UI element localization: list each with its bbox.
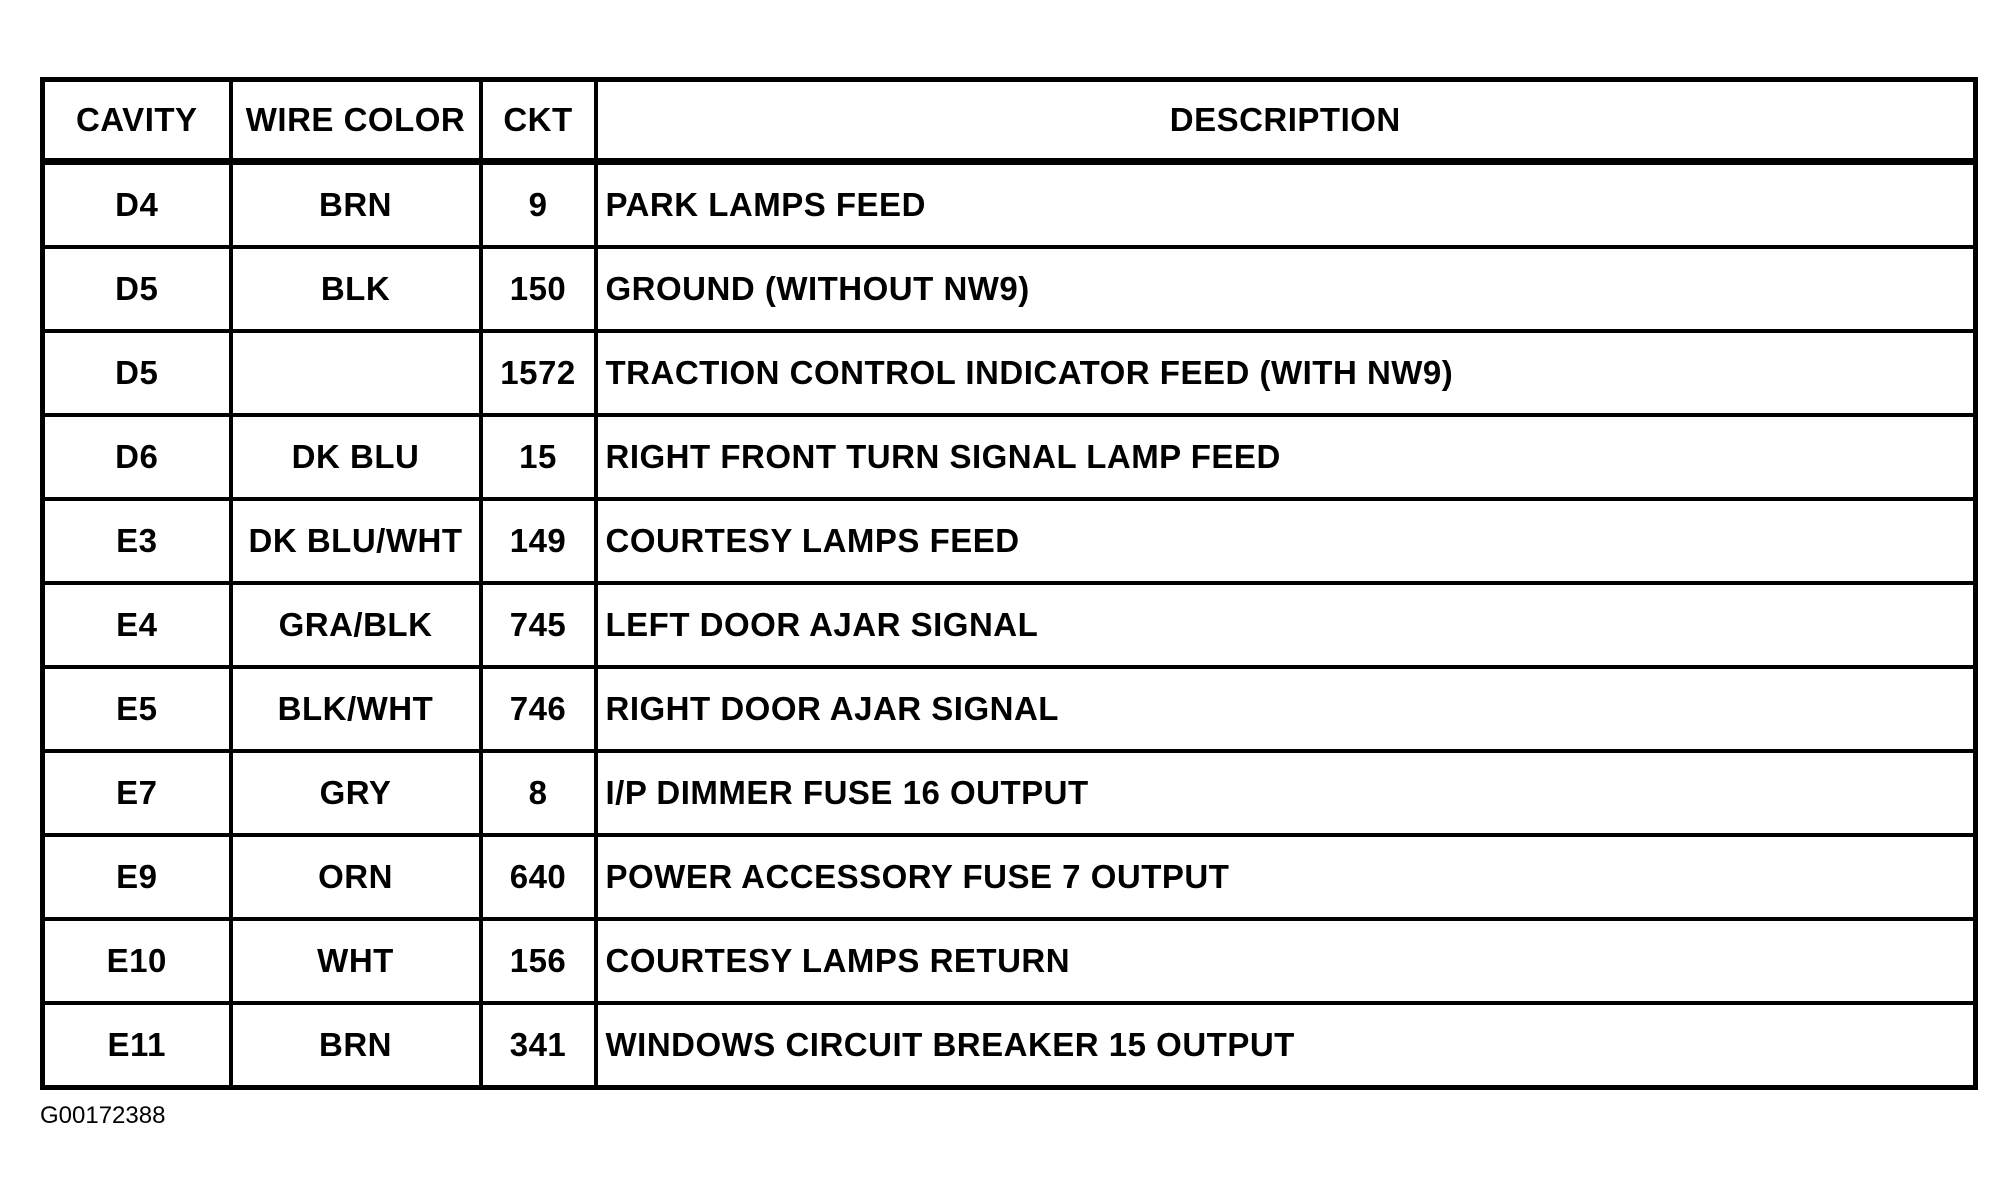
- table-row: [43, 1003, 1976, 1088]
- table-header-row: [43, 80, 1976, 162]
- table-row: [43, 415, 1976, 499]
- table-row: [43, 162, 1976, 248]
- cell-ckt: 156: [481, 919, 596, 1003]
- cell-description: I/P DIMMER FUSE 16 OUTPUT: [596, 751, 1976, 835]
- cell-description: GROUND (WITHOUT NW9): [596, 247, 1976, 331]
- cell-wire-color: BLK/WHT: [231, 667, 481, 751]
- cell-description: WINDOWS CIRCUIT BREAKER 15 OUTPUT: [596, 1003, 1976, 1088]
- cell-ckt: 150: [481, 247, 596, 331]
- cell-wire-color: BRN: [231, 1003, 481, 1088]
- cell-description: POWER ACCESSORY FUSE 7 OUTPUT: [596, 835, 1976, 919]
- header-ckt: CKT: [481, 80, 596, 162]
- cell-wire-color: DK BLU/WHT: [231, 499, 481, 583]
- cell-cavity: E10: [43, 919, 231, 1003]
- cell-wire-color: BRN: [231, 162, 481, 248]
- header-description: DESCRIPTION: [596, 80, 1976, 162]
- cell-ckt: 640: [481, 835, 596, 919]
- cell-cavity: E5: [43, 667, 231, 751]
- cell-description: LEFT DOOR AJAR SIGNAL: [596, 583, 1976, 667]
- cell-ckt: 1572: [481, 331, 596, 415]
- cell-ckt: 8: [481, 751, 596, 835]
- table-row: [43, 583, 1976, 667]
- cell-ckt: 15: [481, 415, 596, 499]
- cell-wire-color: [231, 331, 481, 415]
- cell-wire-color: GRA/BLK: [231, 583, 481, 667]
- cell-description: COURTESY LAMPS RETURN: [596, 919, 1976, 1003]
- cell-description: RIGHT FRONT TURN SIGNAL LAMP FEED: [596, 415, 1976, 499]
- cell-description: PARK LAMPS FEED: [596, 162, 1976, 248]
- cell-cavity: E7: [43, 751, 231, 835]
- cell-ckt: 9: [481, 162, 596, 248]
- cell-cavity: E4: [43, 583, 231, 667]
- cell-cavity: D4: [43, 162, 231, 248]
- table-row: [43, 751, 1976, 835]
- cell-description: RIGHT DOOR AJAR SIGNAL: [596, 667, 1976, 751]
- cell-ckt: 745: [481, 583, 596, 667]
- table-row: [43, 499, 1976, 583]
- table-row: [43, 835, 1976, 919]
- cell-description: TRACTION CONTROL INDICATOR FEED (WITH NW9): [596, 331, 1976, 415]
- cell-ckt: 341: [481, 1003, 596, 1088]
- cell-wire-color: BLK: [231, 247, 481, 331]
- cell-description: COURTESY LAMPS FEED: [596, 499, 1976, 583]
- cell-ckt: 746: [481, 667, 596, 751]
- cell-wire-color: DK BLU: [231, 415, 481, 499]
- table-row: [43, 247, 1976, 331]
- header-wire-color: WIRE COLOR: [231, 80, 481, 162]
- figure-id: G00172388: [40, 1102, 166, 1129]
- table-row: [43, 667, 1976, 751]
- table-row: [43, 331, 1976, 415]
- connector-pinout-table: [40, 77, 1978, 1090]
- table-row: [43, 919, 1976, 1003]
- cell-cavity: E11: [43, 1003, 231, 1088]
- cell-cavity: E9: [43, 835, 231, 919]
- cell-cavity: D5: [43, 247, 231, 331]
- cell-wire-color: WHT: [231, 919, 481, 1003]
- cell-cavity: D6: [43, 415, 231, 499]
- cell-wire-color: ORN: [231, 835, 481, 919]
- header-cavity: CAVITY: [43, 80, 231, 162]
- cell-cavity: D5: [43, 331, 231, 415]
- cell-cavity: E3: [43, 499, 231, 583]
- cell-wire-color: GRY: [231, 751, 481, 835]
- cell-ckt: 149: [481, 499, 596, 583]
